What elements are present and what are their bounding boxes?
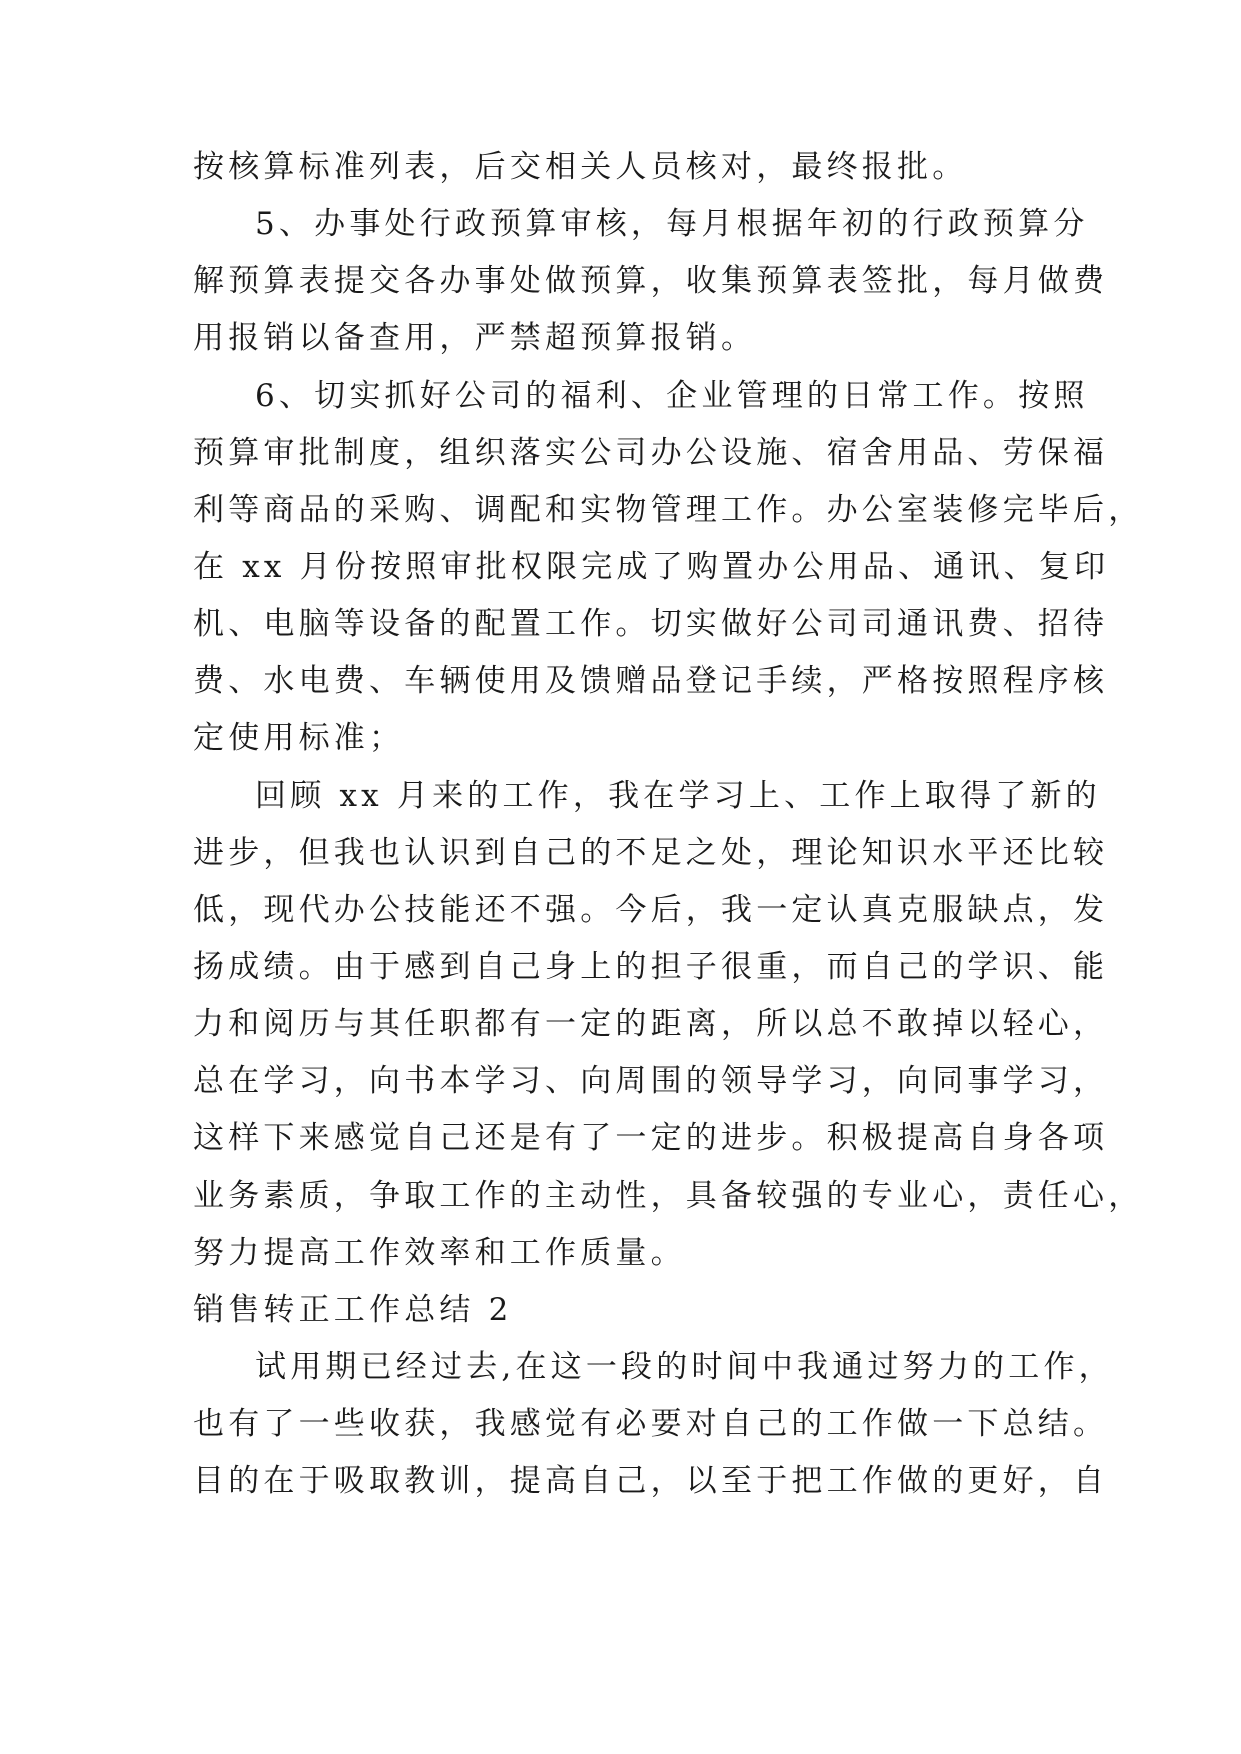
text-line: 这样下来感觉自己还是有了一定的进步。积极提高自身各项 bbox=[193, 1120, 1109, 1156]
text-line: 回顾 xx 月来的工作，我在学习上、工作上取得了新的 bbox=[255, 778, 1101, 814]
text-line: 定使用标准； bbox=[193, 720, 405, 756]
text-line: 也有了一些收获，我感觉有必要对自己的工作做一下总结。 bbox=[193, 1406, 1109, 1442]
text-line: 低，现代办公技能还不强。今后，我一定认真克服缺点，发 bbox=[193, 892, 1109, 928]
text-line: 6、切实抓好公司的福利、企业管理的日常工作。按照 bbox=[255, 378, 1089, 414]
text-line: 努力提高工作效率和工作质量。 bbox=[193, 1235, 686, 1271]
text-line: 按核算标准列表，后交相关人员核对，最终报批。 bbox=[193, 149, 968, 185]
text-line: 进步，但我也认识到自己的不足之处，理论知识水平还比较 bbox=[193, 835, 1109, 871]
text-line: 费、水电费、车辆使用及馈赠品登记手续，严格按照程序核 bbox=[193, 663, 1109, 699]
text-line: 用报销以备查用，严禁超预算报销。 bbox=[193, 320, 757, 356]
section-heading: 销售转正工作总结 2 bbox=[193, 1292, 513, 1328]
text-line: 预算审批制度，组织落实公司办公设施、宿舍用品、劳保福 bbox=[193, 435, 1109, 471]
text-line: 试用期已经过去,在这一段的时间中我通过努力的工作， bbox=[255, 1349, 1114, 1385]
text-line: 扬成绩。由于感到自己身上的担子很重，而自己的学识、能 bbox=[193, 949, 1109, 985]
text-line: 利等商品的采购、调配和实物管理工作。办公室装修完毕后， bbox=[193, 492, 1144, 528]
text-line: 目的在于吸取教训，提高自己，以至于把工作做的更好，自 bbox=[193, 1463, 1109, 1499]
text-line: 解预算表提交各办事处做预算，收集预算表签批，每月做费 bbox=[193, 263, 1109, 299]
text-line: 业务素质，争取工作的主动性，具备较强的专业心，责任心， bbox=[193, 1178, 1144, 1214]
text-line: 5、办事处行政预算审核，每月根据年初的行政预算分 bbox=[255, 206, 1089, 242]
text-line: 总在学习，向书本学习、向周围的领导学习，向同事学习， bbox=[193, 1063, 1109, 1099]
text-line: 在 xx 月份按照审批权限完成了购置办公用品、通讯、复印 bbox=[193, 549, 1110, 585]
text-line: 力和阅历与其任职都有一定的距离，所以总不敢掉以轻心， bbox=[193, 1006, 1109, 1042]
text-line: 机、电脑等设备的配置工作。切实做好公司司通讯费、招待 bbox=[193, 606, 1109, 642]
